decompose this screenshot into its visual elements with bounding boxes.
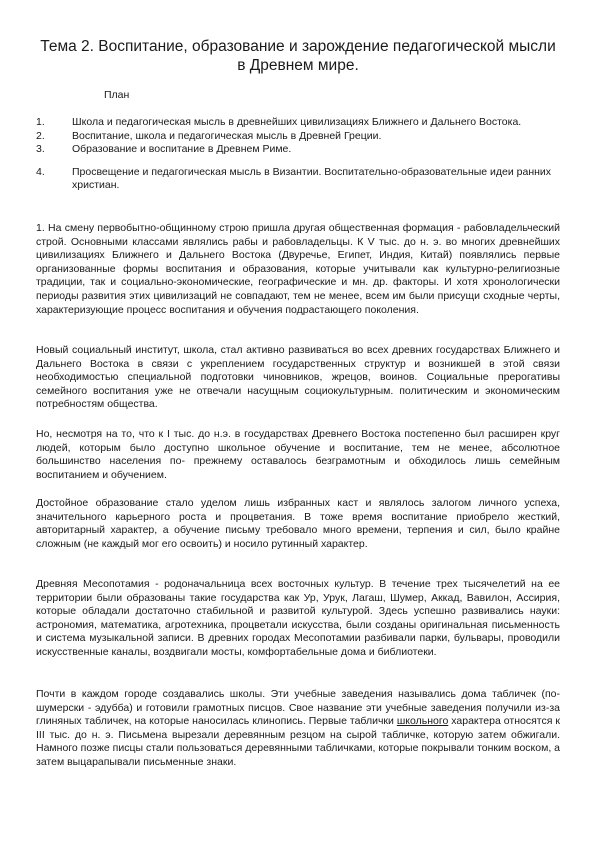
paragraph-text: характера относятся к III тыс. до н. э. Письмена вырезали деревянным резцом на сырой табличке, которую затем обжигали. Намного позже писцы стали пользоваться деревянными табличками, которые покрывали тонким воском, а затем выцарапывали письменные знаки. [36, 715, 560, 768]
body-paragraph-2: Новый социальный институт, школа, стал активно развиваться во всех древних государствах Ближнего и Дальнего Востока в связи с укреплением государственных структур и возникшей в этой связи необходимостью специальной подготовки чиновников, жрецов, воинов. Социальные прерогативы семейного воспитания уже не отвечали насущным социокультурным. политическим и экономическим потребностям общества. [36, 344, 560, 411]
plan-item-1 [36, 116, 560, 130]
body-paragraph-3: Но, несмотря на то, что к I тыс. до н.э. в государствах Древнего Востока постепенно был расширен круг людей, которым было доступно школьное обучение и воспитание, тем не менее, абсолютное большинство населения по- прежнему оставалось безграмотным и обходилось лишь семейным воспитанием и обучением. [36, 428, 560, 481]
plan-item-4 [36, 166, 560, 193]
paragraph-text: Почти в каждом городе создавались школы. Эти учебные заведения назывались дома табличек (по-шумерски - эдубба) и готовили грамотных писцов. Свое название эти учебные заведения получили из-за глиняных табличек, на которые наносилась клинопись. Первые таблички [36, 688, 560, 728]
page-title: Тема 2. Воспитание, образование и зарождение педагогической мысли в Древнем мире. [40, 38, 556, 74]
plan-item-text: Образование и воспитание в Древнем Риме. [72, 143, 292, 155]
plan-item-text: Школа и педагогическая мысль в древнейших цивилизациях Ближнего и Дальнего Востока. [72, 116, 522, 128]
plan-item-number: 2. [36, 129, 45, 142]
body-paragraph-6 [36, 688, 560, 770]
body-paragraph-5: Древняя Месопотамия - родоначальница всех восточных культур. В течение трех тысячелетий на ее территории были образованы такие государства как Ур, Урук, Лагаш, Шумер, Аккад, Вавилон, Ассирия, которые обладали достаточно стабильной и развитой культурой. Здесь успешно развивались науки: астрономия, математика, агротехника, процветали искусства, были созданы оригинальная письменность и система музыкальной записи. В древних городах Месопотамии разбивали парки, бульвары, проводили искусственные каналы, воздвигали мосты, комфортабельные дома и библиотеки. [36, 578, 560, 658]
underlined-word: школьного [396, 715, 449, 728]
plan-heading: План [104, 89, 130, 101]
body-paragraph-1: 1. На смену первобытно-общинному строю пришла другая общественная формация - рабовладельческий строй. Основными классами являлись рабы и рабовладельцы. К V тыс. до н. э. во многих древнейших цивилизациях Ближнего и Дальнего Востока (Двуречье, Египет, Индия, Китай) появлялись первые организованные формы воспитания и образования, которые учитывали как культурно-религиозные традиции, так и социально-экономические, географические и мн. др. факторы. И хотя хронологически периоды развития этих цивилизаций не совпадают, тем не менее, всем им были присущи сходные черты, характеризующие процесс воспитания и обучения подрастающего поколения. [36, 222, 560, 316]
plan-list [36, 116, 560, 193]
plan-item-text: Воспитание, школа и педагогическая мысль в Древней Греции. [72, 129, 382, 142]
plan-item-number: 3. [36, 143, 45, 155]
plan-item-3 [36, 143, 560, 157]
plan-item-number: 4. [36, 165, 45, 178]
plan-item-number: 1. [36, 116, 45, 128]
body-paragraph-4: Достойное образование стало уделом лишь избранных каст и являлось залогом личного успеха, значительного карьерного роста и процветания. В тоже время воспитание приобрело жесткий, авторитарный характер, а обучение письму требовало много времени, терпения и сил, было крайне сложным (не каждый мог его освоить) и носило рутинный характер. [36, 497, 560, 550]
plan-item-2 [36, 130, 560, 144]
plan-item-text: Просвещение и педагогическая мысль в Византии. Воспитательно-образовательные идеи ранних христиан. [72, 165, 552, 191]
